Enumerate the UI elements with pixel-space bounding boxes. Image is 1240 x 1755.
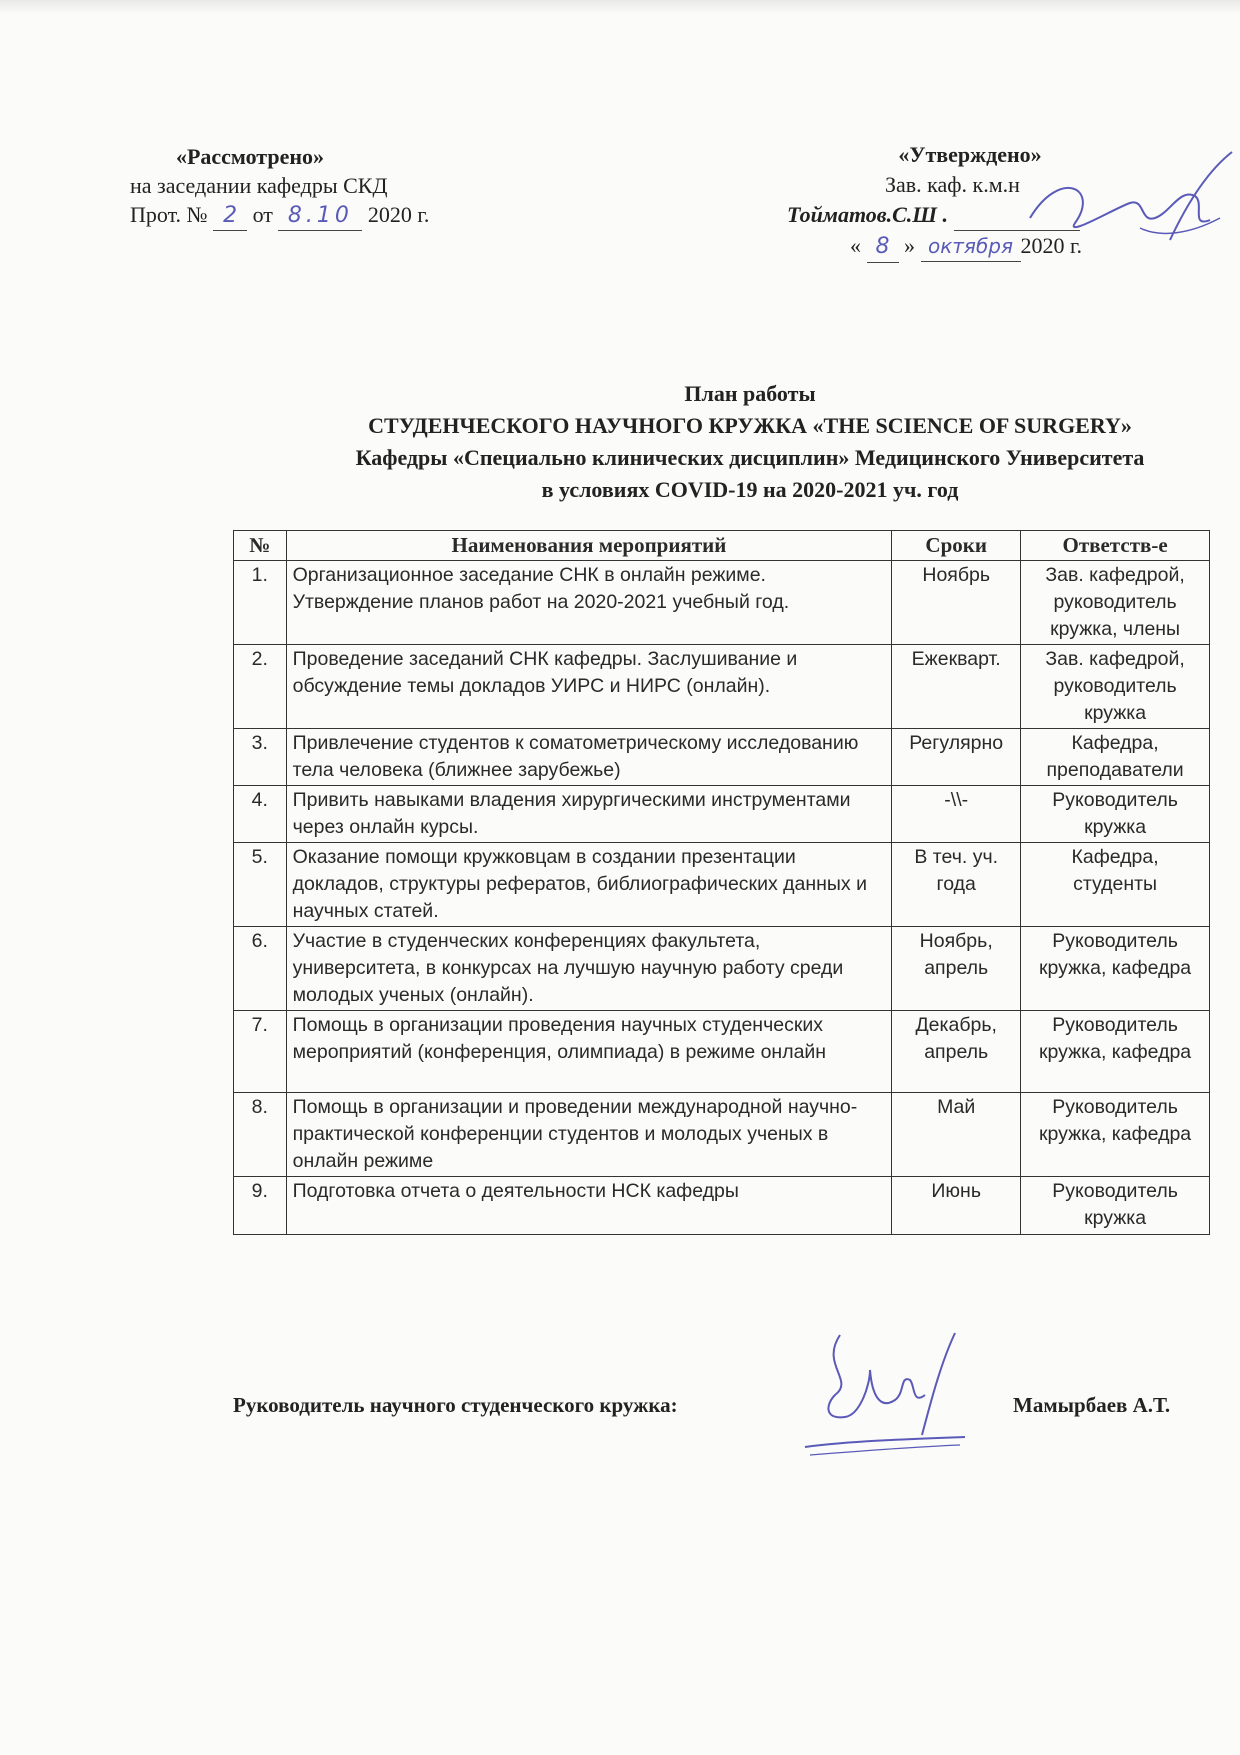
- row-term: В теч. уч. года: [892, 843, 1021, 927]
- row-num: 9.: [234, 1177, 287, 1235]
- approval-left-protocol: [130, 200, 440, 231]
- title-line2: СТУДЕНЧЕСКОГО НАУЧНОГО КРУЖКА «THE SCIENCE OF SURGERY»: [368, 413, 1132, 438]
- row-responsible: Руководитель кружка: [1021, 1177, 1210, 1235]
- row-responsible: Кафедра, студенты: [1021, 843, 1210, 927]
- row-term: Июнь: [892, 1177, 1021, 1235]
- row-activity: Помощь в организации и проведении международной научно-практической конференции студентов и молодых ученых в онлайн режиме: [286, 1093, 892, 1177]
- row-term: Декабрь, апрель: [892, 1011, 1021, 1093]
- prot-prefix: Прот. №: [130, 202, 208, 227]
- row-activity: Проведение заседаний СНК кафедры. Заслушивание и обсуждение темы докладов УИРС и НИРС (онлайн).: [286, 645, 892, 729]
- table-header-row: [234, 531, 1210, 561]
- row-activity: Привлечение студентов к соматометрическому исследованию тела человека (ближнее зарубежье): [286, 729, 892, 786]
- row-num: 7.: [234, 1011, 287, 1093]
- prot-number: 2: [213, 201, 247, 231]
- date-close-quote: »: [904, 233, 915, 258]
- plan-table: [233, 530, 1210, 1235]
- table-row: [234, 927, 1210, 1011]
- approval-right-position: Зав. каф. к.м.н: [885, 172, 1020, 197]
- title-line1: План работы: [684, 381, 816, 406]
- row-responsible: Зав. кафедрой, руководитель кружка: [1021, 645, 1210, 729]
- col-header-responsible: Ответств-е: [1021, 531, 1210, 561]
- footer-label: Руководитель научного студенческого кружка:: [233, 1393, 678, 1417]
- approval-left-heading: «Рассмотрено»: [175, 144, 325, 169]
- scan-edge: [0, 0, 1240, 14]
- row-term: Регулярно: [892, 729, 1021, 786]
- approval-left: [130, 142, 440, 231]
- row-activity: Организационное заседание СНК в онлайн режиме. Утверждение планов работ на 2020-2021 учебный год.: [286, 561, 892, 645]
- row-num: 8.: [234, 1093, 287, 1177]
- row-responsible: Руководитель кружка: [1021, 786, 1210, 843]
- table-row: [234, 1093, 1210, 1177]
- row-responsible: Кафедра, преподаватели: [1021, 729, 1210, 786]
- table-row: [234, 561, 1210, 645]
- row-activity: Помощь в организации проведения научных студенческих мероприятий (конференция, олимпиада) в режиме онлайн: [286, 1011, 892, 1093]
- row-term: -\\-: [892, 786, 1021, 843]
- row-num: 5.: [234, 843, 287, 927]
- footer-name: Мамырбаев А.Т.: [1013, 1393, 1171, 1417]
- row-responsible: Руководитель кружка, кафедра: [1021, 1093, 1210, 1177]
- approval-left-line1: на заседании кафедры СКД: [130, 173, 388, 198]
- table-row: [234, 843, 1210, 927]
- title-line4: в условиях COVID-19 на 2020-2021 уч. год: [541, 477, 959, 502]
- row-term: Ежекварт.: [892, 645, 1021, 729]
- prot-year: 2020 г.: [367, 202, 430, 227]
- row-num: 2.: [234, 645, 287, 729]
- approver-signature: [1020, 148, 1240, 258]
- table-row: [234, 645, 1210, 729]
- row-num: 4.: [234, 786, 287, 843]
- title-line3: Кафедры «Специально клинических дисциплин» Медицинского Университета: [355, 445, 1145, 470]
- row-activity: Подготовка отчета о деятельности НСК кафедры: [286, 1177, 892, 1235]
- table-row: [234, 1177, 1210, 1235]
- approval-right-heading: «Утверждено»: [898, 142, 1042, 167]
- table-row: [234, 1011, 1210, 1093]
- col-header-num: №: [234, 531, 287, 561]
- col-header-term: Сроки: [892, 531, 1021, 561]
- approver-name: Тойматов.С.Ш .: [787, 202, 949, 227]
- approval-year: 2020 г.: [1020, 233, 1083, 258]
- row-responsible: Руководитель кружка, кафедра: [1021, 927, 1210, 1011]
- row-term: Май: [892, 1093, 1021, 1177]
- from-prefix: от: [252, 202, 273, 227]
- approval-month: октября: [921, 231, 1021, 262]
- supervisor-signature: [800, 1325, 970, 1460]
- table-row: [234, 729, 1210, 786]
- approval-day: 8: [867, 232, 899, 263]
- row-term: Ноябрь, апрель: [892, 927, 1021, 1011]
- table-row: [234, 786, 1210, 843]
- col-header-activity: Наименования мероприятий: [286, 531, 892, 561]
- document-title: [0, 378, 1240, 506]
- date-open-quote: «: [850, 233, 861, 258]
- row-activity: Оказание помощи кружковцам в создании презентации докладов, структуры рефератов, библиографических данных и научных статей.: [286, 843, 892, 927]
- row-num: 3.: [234, 729, 287, 786]
- row-responsible: Зав. кафедрой, руководитель кружка, члены: [1021, 561, 1210, 645]
- prot-date: 8.10: [278, 201, 362, 231]
- row-activity: Участие в студенческих конференциях факультета, университета, в конкурсах на лучшую научную работу среди молодых ученых (онлайн).: [286, 927, 892, 1011]
- row-activity: Привить навыками владения хирургическими инструментами через онлайн курсы.: [286, 786, 892, 843]
- row-num: 6.: [234, 927, 287, 1011]
- row-responsible: Руководитель кружка, кафедра: [1021, 1011, 1210, 1093]
- row-term: Ноябрь: [892, 561, 1021, 645]
- row-num: 1.: [234, 561, 287, 645]
